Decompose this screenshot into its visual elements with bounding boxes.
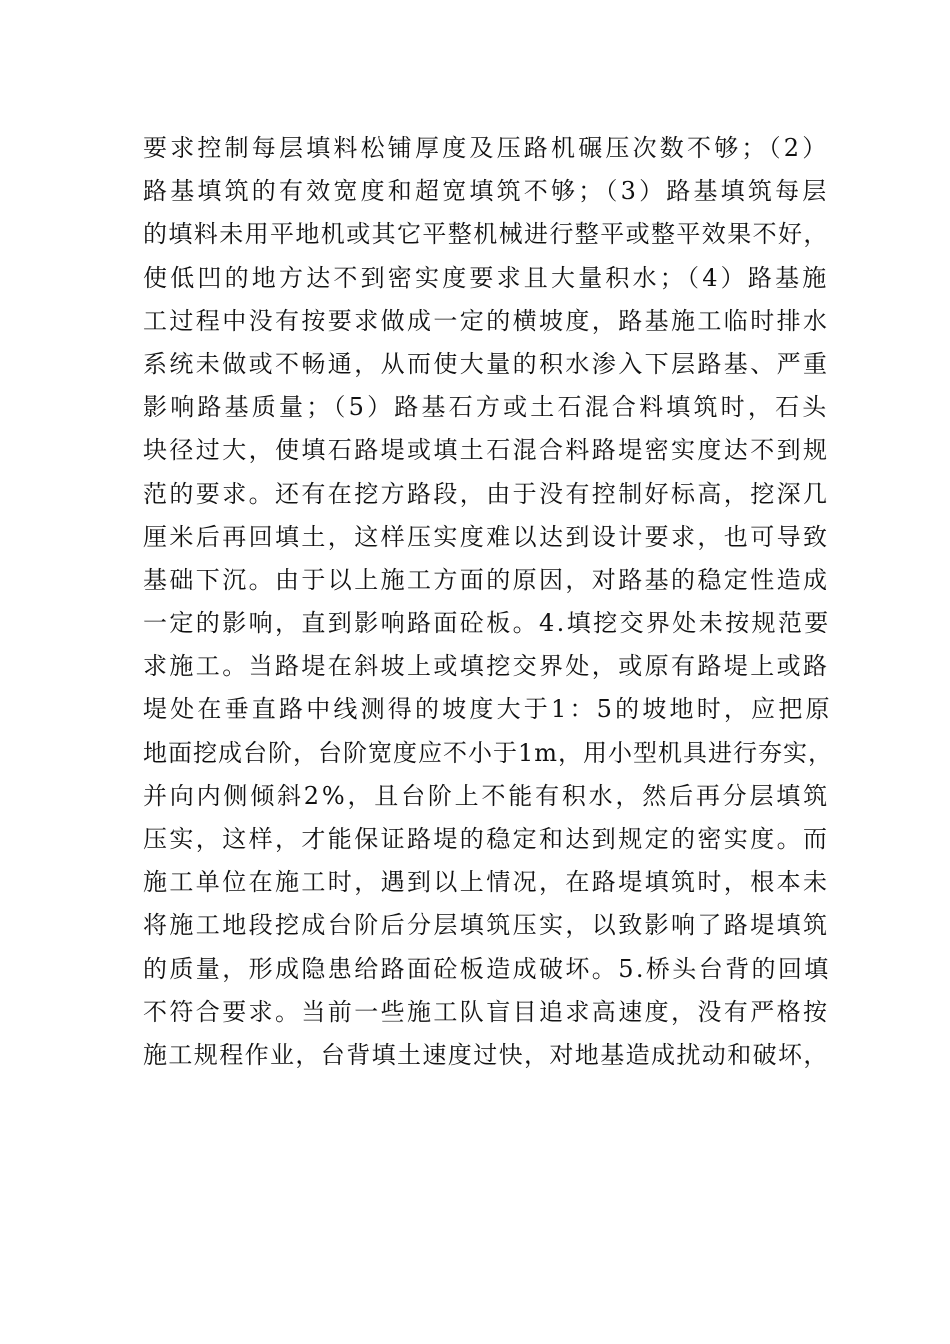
text-line: 压实，这样，才能保证路堤的稳定和达到规定的密实度。而	[143, 825, 830, 853]
text-line: 影响路基质量；（5）路基石方或土石混合料填筑时，石头	[143, 393, 830, 422]
text-line: 求施工。当路堤在斜坡上或填挖交界处，或原有路堤上或路	[143, 652, 830, 681]
text-line: 地面挖成台阶，台阶宽度应不小于1m，用小型机具进行夯实，	[143, 738, 834, 767]
text-line: 工过程中没有按要求做成一定的横坡度，路基施工临时排水	[143, 306, 830, 335]
text-line: 一定的影响，直到影响路面砼板。4.填挖交界处未按规范要	[143, 609, 831, 638]
text-line: 基础下沉。由于以上施工方面的原因，对路基的稳定性造成	[143, 565, 830, 594]
text-line: 厘米后再回填土，这样压实度难以达到设计要求，也可导致	[143, 522, 830, 551]
text-line: 堤处在垂直路中线测得的坡度大于1：5的坡地时，应把原	[143, 695, 833, 724]
text-line: 系统未做或不畅通，从而使大量的积水渗入下层路基、严重	[143, 349, 830, 378]
text-line: 的质量，形成隐患给路面砼板造成破坏。5.桥头台背的回填	[143, 954, 831, 983]
text-line: 并向内侧倾斜2%，且台阶上不能有积水，然后再分层填筑	[143, 781, 830, 810]
text-line: 不符合要求。当前一些施工队盲目追求高速度，没有严格按	[143, 997, 830, 1026]
body-text	[143, 127, 833, 1077]
text-line: 使低凹的地方达不到密实度要求且大量积水；（4）路基施	[143, 263, 830, 292]
text-line: 范的要求。还有在挖方路段，由于没有控制好标高，挖深几	[143, 479, 830, 508]
text-line: 路基填筑的有效宽度和超宽填筑不够；（3）路基填筑每层	[143, 177, 830, 206]
text-line: 的填料未用平地机或其它平整机械进行整平或整平效果不好，	[143, 220, 829, 249]
text-line: 块径过大，使填石路堤或填土石混合料路堤密实度达不到规	[143, 436, 830, 465]
text-line: 将施工地段挖成台阶后分层填筑压实，以致影响了路堤填筑	[143, 911, 830, 940]
text-line: 施工规程作业，台背填土速度过快，对地基造成扰动和破坏，	[143, 1040, 829, 1069]
text-line: 要求控制每层填料松铺厚度及压路机碾压次数不够；（2）	[143, 134, 830, 162]
text-line: 施工单位在施工时，遇到以上情况，在路堤填筑时，根本未	[143, 868, 830, 897]
